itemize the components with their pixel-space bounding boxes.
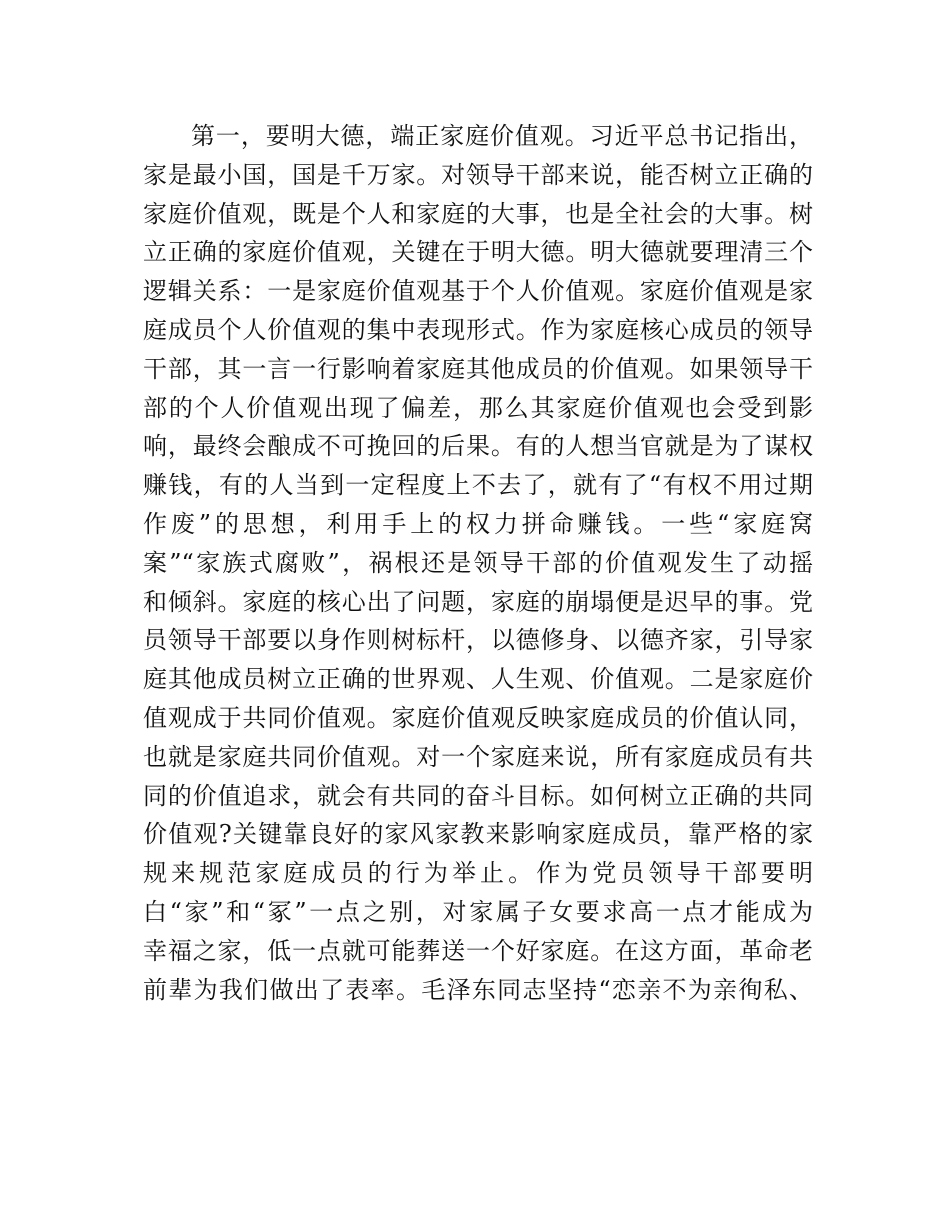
text-line: 同的价值追求，就会有共同的奋斗目标。如何树立正确的共同 <box>143 781 813 810</box>
text-line: 案”“家族式腐败”，祸根还是领导干部的价值观发生了动摇 <box>143 548 813 577</box>
text-line: 响，最终会酿成不可挽回的后果。有的人想当官就是为了谋权 <box>143 432 813 461</box>
text-line: 庭成员个人价值观的集中表现形式。作为家庭核心成员的领导 <box>143 315 813 344</box>
text-line: 前辈为我们做出了表率。毛泽东同志坚持“恋亲不为亲徇私、 <box>143 975 813 1004</box>
text-line: 值观成于共同价值观。家庭价值观反映家庭成员的价值认同， <box>143 703 813 732</box>
text-line: 第一，要明大德，端正家庭价值观。习近平总书记指出， <box>191 122 813 150</box>
text-line: 幸福之家，低一点就可能葬送一个好家庭。在这方面，革命老 <box>143 936 813 965</box>
text-line: 作废”的思想，利用手上的权力拼命赚钱。一些“家庭窝 <box>143 509 813 538</box>
text-line: 家是最小国，国是千万家。对领导干部来说，能否树立正确的 <box>143 160 813 189</box>
text-line: 员领导干部要以身作则树标杆，以德修身、以德齐家，引导家 <box>143 626 813 655</box>
text-line: 白“家”和“冢”一点之别，对家属子女要求高一点才能成为 <box>143 897 813 926</box>
text-line: 和倾斜。家庭的核心出了问题，家庭的崩塌便是迟早的事。党 <box>143 587 813 616</box>
text-line: 立正确的家庭价值观，关键在于明大德。明大德就要理清三个 <box>143 238 813 267</box>
text-line: 干部，其一言一行影响着家庭其他成员的价值观。如果领导干 <box>143 354 813 383</box>
text-line: 规来规范家庭成员的行为举止。作为党员领导干部要明 <box>143 859 813 888</box>
text-line: 部的个人价值观出现了偏差，那么其家庭价值观也会受到影 <box>143 393 813 422</box>
text-line: 也就是家庭共同价值观。对一个家庭来说，所有家庭成员有共 <box>143 742 813 771</box>
text-line: 家庭价值观，既是个人和家庭的大事，也是全社会的大事。树 <box>143 199 813 228</box>
text-line: 赚钱，有的人当到一定程度上不去了，就有了“有权不用过期 <box>143 471 813 500</box>
text-line: 逻辑关系：一是家庭价值观基于个人价值观。家庭价值观是家 <box>143 277 813 306</box>
text-line: 庭其他成员树立正确的世界观、人生观、价值观。二是家庭价 <box>143 665 813 694</box>
body-paragraph <box>143 117 813 1009</box>
text-line: 价值观?关键靠良好的家风家教来影响家庭成员，靠严格的家 <box>143 820 813 849</box>
